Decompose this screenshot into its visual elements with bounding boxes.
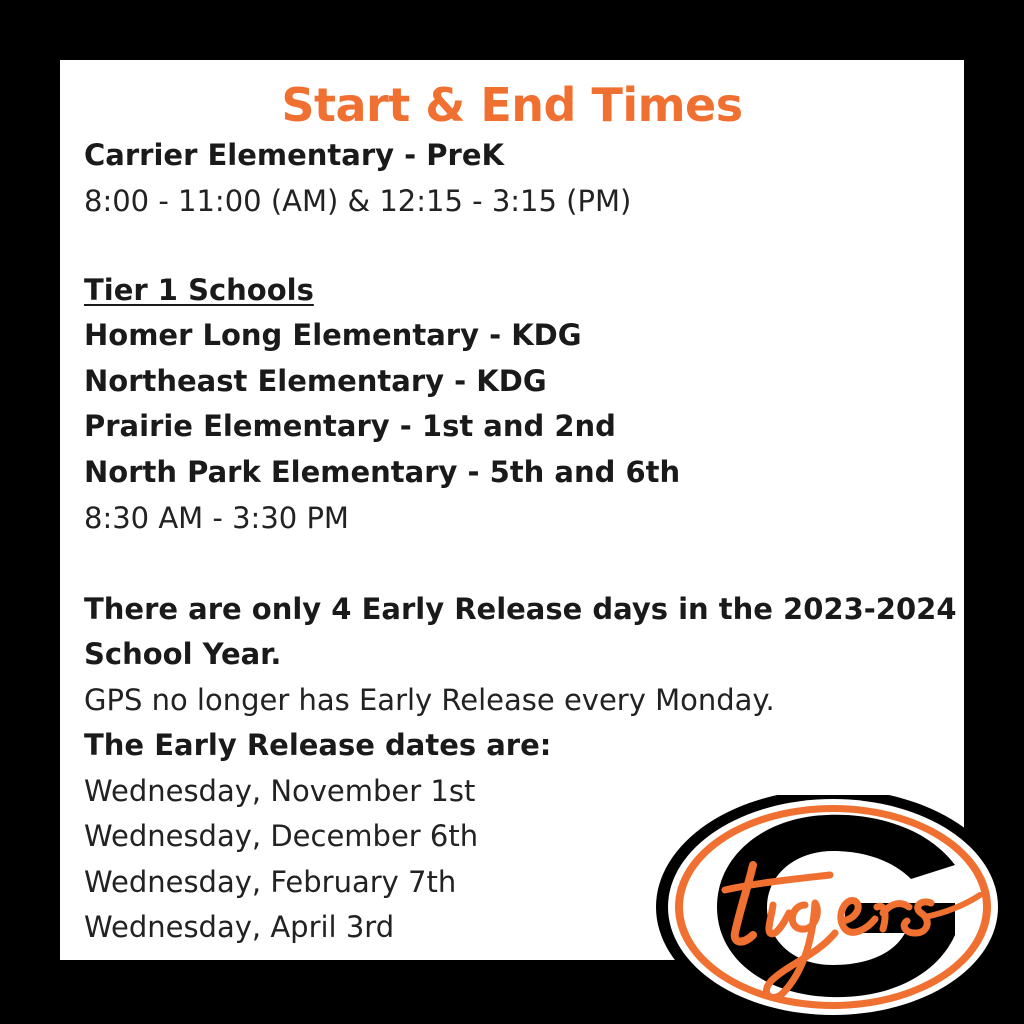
school-item: Homer Long Elementary - KDG	[84, 318, 582, 352]
early-release-dates-heading: The Early Release dates are:	[84, 728, 552, 762]
tier1-times: 8:30 AM - 3:30 PM	[84, 501, 349, 535]
early-release-date: Wednesday, December 6th	[84, 819, 479, 853]
logo-wordmark: tigers	[655, 795, 658, 796]
school-item: Northeast Elementary - KDG	[84, 364, 547, 398]
early-release-date: Wednesday, April 3rd	[84, 910, 395, 944]
early-release-date: Wednesday, November 1st	[84, 774, 476, 808]
prek-heading: Carrier Elementary - PreK	[84, 138, 504, 172]
tier1-heading: Tier 1 Schools	[84, 273, 314, 307]
early-release-date: Wednesday, February 7th	[84, 865, 457, 899]
school-item: North Park Elementary - 5th and 6th	[84, 455, 681, 489]
tigers-logo	[655, 795, 1015, 1020]
page-title: Start & End Times	[281, 78, 743, 132]
early-release-change: GPS no longer has Early Release every Monday.	[84, 683, 775, 717]
early-release-notice: There are only 4 Early Release days in the 2023-2024	[84, 592, 957, 626]
prek-times: 8:00 - 11:00 (AM) & 12:15 - 3:15 (PM)	[84, 184, 632, 218]
early-release-notice-cont: School Year.	[84, 637, 282, 671]
school-item: Prairie Elementary - 1st and 2nd	[84, 409, 616, 443]
